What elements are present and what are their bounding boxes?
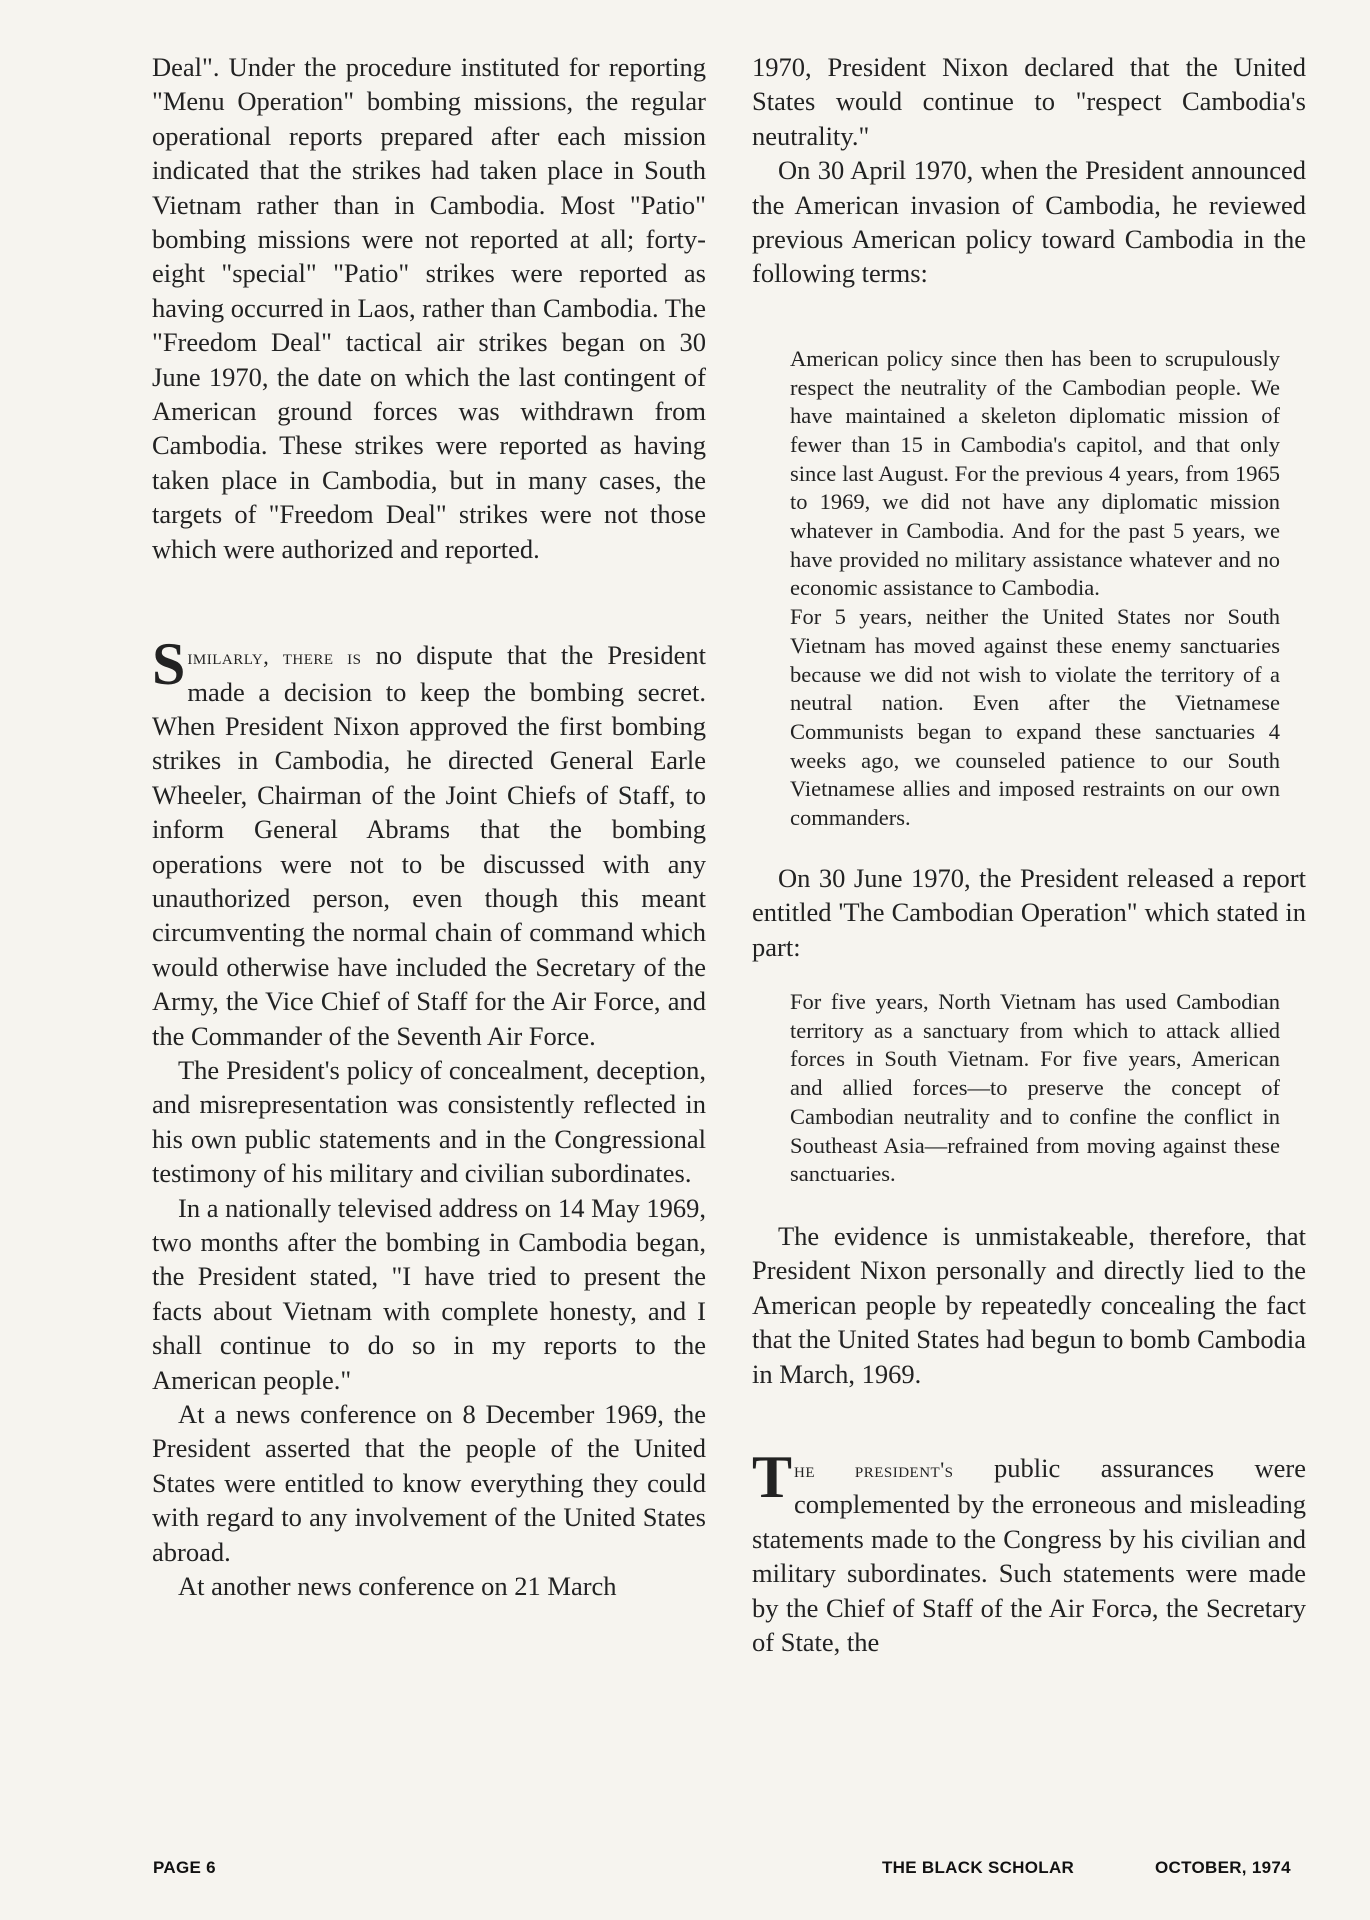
drop-cap: S — [152, 631, 186, 698]
paragraph: At a news conference on 8 December 1969, the President asserted that the people of the United States were entitled to know everything they could with regard to any involvement of the United States abroad. — [152, 1399, 706, 1567]
drop-cap: T — [752, 1443, 793, 1510]
quote-paragraph: For five years, North Vietnam has used Cambodian territory as a sanctuary from which to attack allied forces in South Vietnam. For five years, American and allied forces—to preserve the concept of Cambodian neutrality and to confine the conflict in Southeast Asia—refrained from moving against these sanctuaries. — [790, 989, 1280, 1187]
block-quote — [790, 345, 1280, 833]
paragraph: 1970, President Nixon declared that the United States would continue to "respect Cambodia's neutrality." — [752, 52, 1306, 151]
magazine-title: THE BLACK SCHOLAR — [882, 1858, 1075, 1877]
right-column — [752, 50, 1306, 1659]
small-caps-lead: he president's — [794, 1456, 954, 1482]
small-caps-lead: imilarly, there is — [187, 644, 362, 670]
paragraph: On 30 April 1970, when the President announced the American invasion of Cambodia, he reviewed previous American policy toward Cambodia in the following terms: — [752, 155, 1306, 289]
block-quote — [790, 988, 1280, 1189]
issue-date: OCTOBER, 1974 — [1155, 1858, 1291, 1877]
paragraph: On 30 June 1970, the President released a report entitled 'The Cambodian Operation" which stated in part: — [752, 862, 1306, 962]
paragraph: The President's policy of concealment, deception, and misrepresentation was consistently reflected in his own public statements and in the Congressional testimony of his military and civilian subordinates. — [152, 1054, 706, 1189]
paragraph-body: public assurances were complemented by the erroneous and misleading statements made to the Congress by his civilian and military subordinates. Such statements were made by the Chief of Staff of the Air Forcə, the Secretary of State, the — [752, 1452, 1306, 1657]
paragraph-body: no dispute that the President made a decision to keep the bombing secret. When President Nixon approved the first bombing strikes in Cambodia, he directed General Earle Wheeler, Chairman of the Joint Chiefs of Staff, to inform General Abrams that the bombing operations were not to be discussed with any unauthorized person, even though this meant circumventing the normal chain of command which would otherwise have included the Secretary of the Army, the Vice Chief of Staff for the Air Force, and the Commander of the Seventh Air Force. — [152, 640, 706, 1051]
paragraph: In a nationally televised address on 14 May 1969, two months after the bombing in Cambodia began, the President stated, "I have tried to present the facts about Vietnam with complete honesty, and I shall continue to do so in my reports to the American people." — [152, 1192, 706, 1395]
paragraph-with-dropcap — [152, 631, 706, 1053]
left-column — [152, 50, 706, 1603]
paragraph: Deal". Under the procedure instituted for reporting "Menu Operation" bombing missions, the regular operational reports prepared after each mission indicated that the strikes had taken place in South Vietnam rather than in Cambodia. Most "Patio" bombing missions were not reported at all; forty-eight "special" "Patio" strikes were reported as having occurred in Laos, rather than Cambodia. The "Freedom Deal" tactical air strikes began on 30 June 1970, the date on which the last contingent of American ground forces was withdrawn from Cambodia. These strikes were reported as having taken place in Cambodia, but in many cases, the targets of "Freedom Deal" strikes were not those which were authorized and reported. — [152, 52, 706, 564]
paragraph-with-dropcap — [752, 1443, 1306, 1659]
quote-paragraph: American policy since then has been to scrupulously respect the neutrality of the Cambodian people. We have maintained a skeleton diplomatic mission of fewer than 15 in Cambodia's capitol, and that only since last August. For the previous 4 years, from 1965 to 1969, we did not have any diplomatic mission whatever in Cambodia. And for the past 5 years, we have provided no military assistance whatever and no economic assistance to Cambodia. — [790, 345, 1280, 601]
paragraph: The evidence is unmistakeable, therefore, that President Nixon personally and directly lied to the American people by repeatedly concealing the fact that the United States had begun to bomb Cambodia in March, 1969. — [752, 1220, 1306, 1389]
page-number: PAGE 6 — [153, 1858, 216, 1877]
paragraph: At another news conference on 21 March — [178, 1571, 617, 1602]
quote-paragraph: For 5 years, neither the United States nor South Vietnam has moved against these enemy sanctuaries because we did not wish to violate the territory of a neutral nation. Even after the Vietnamese Communists began to expand these sanctuaries 4 weeks ago, we counseled patience to our South Vietnamese allies and imposed restraints on our own commanders. — [790, 604, 1280, 831]
